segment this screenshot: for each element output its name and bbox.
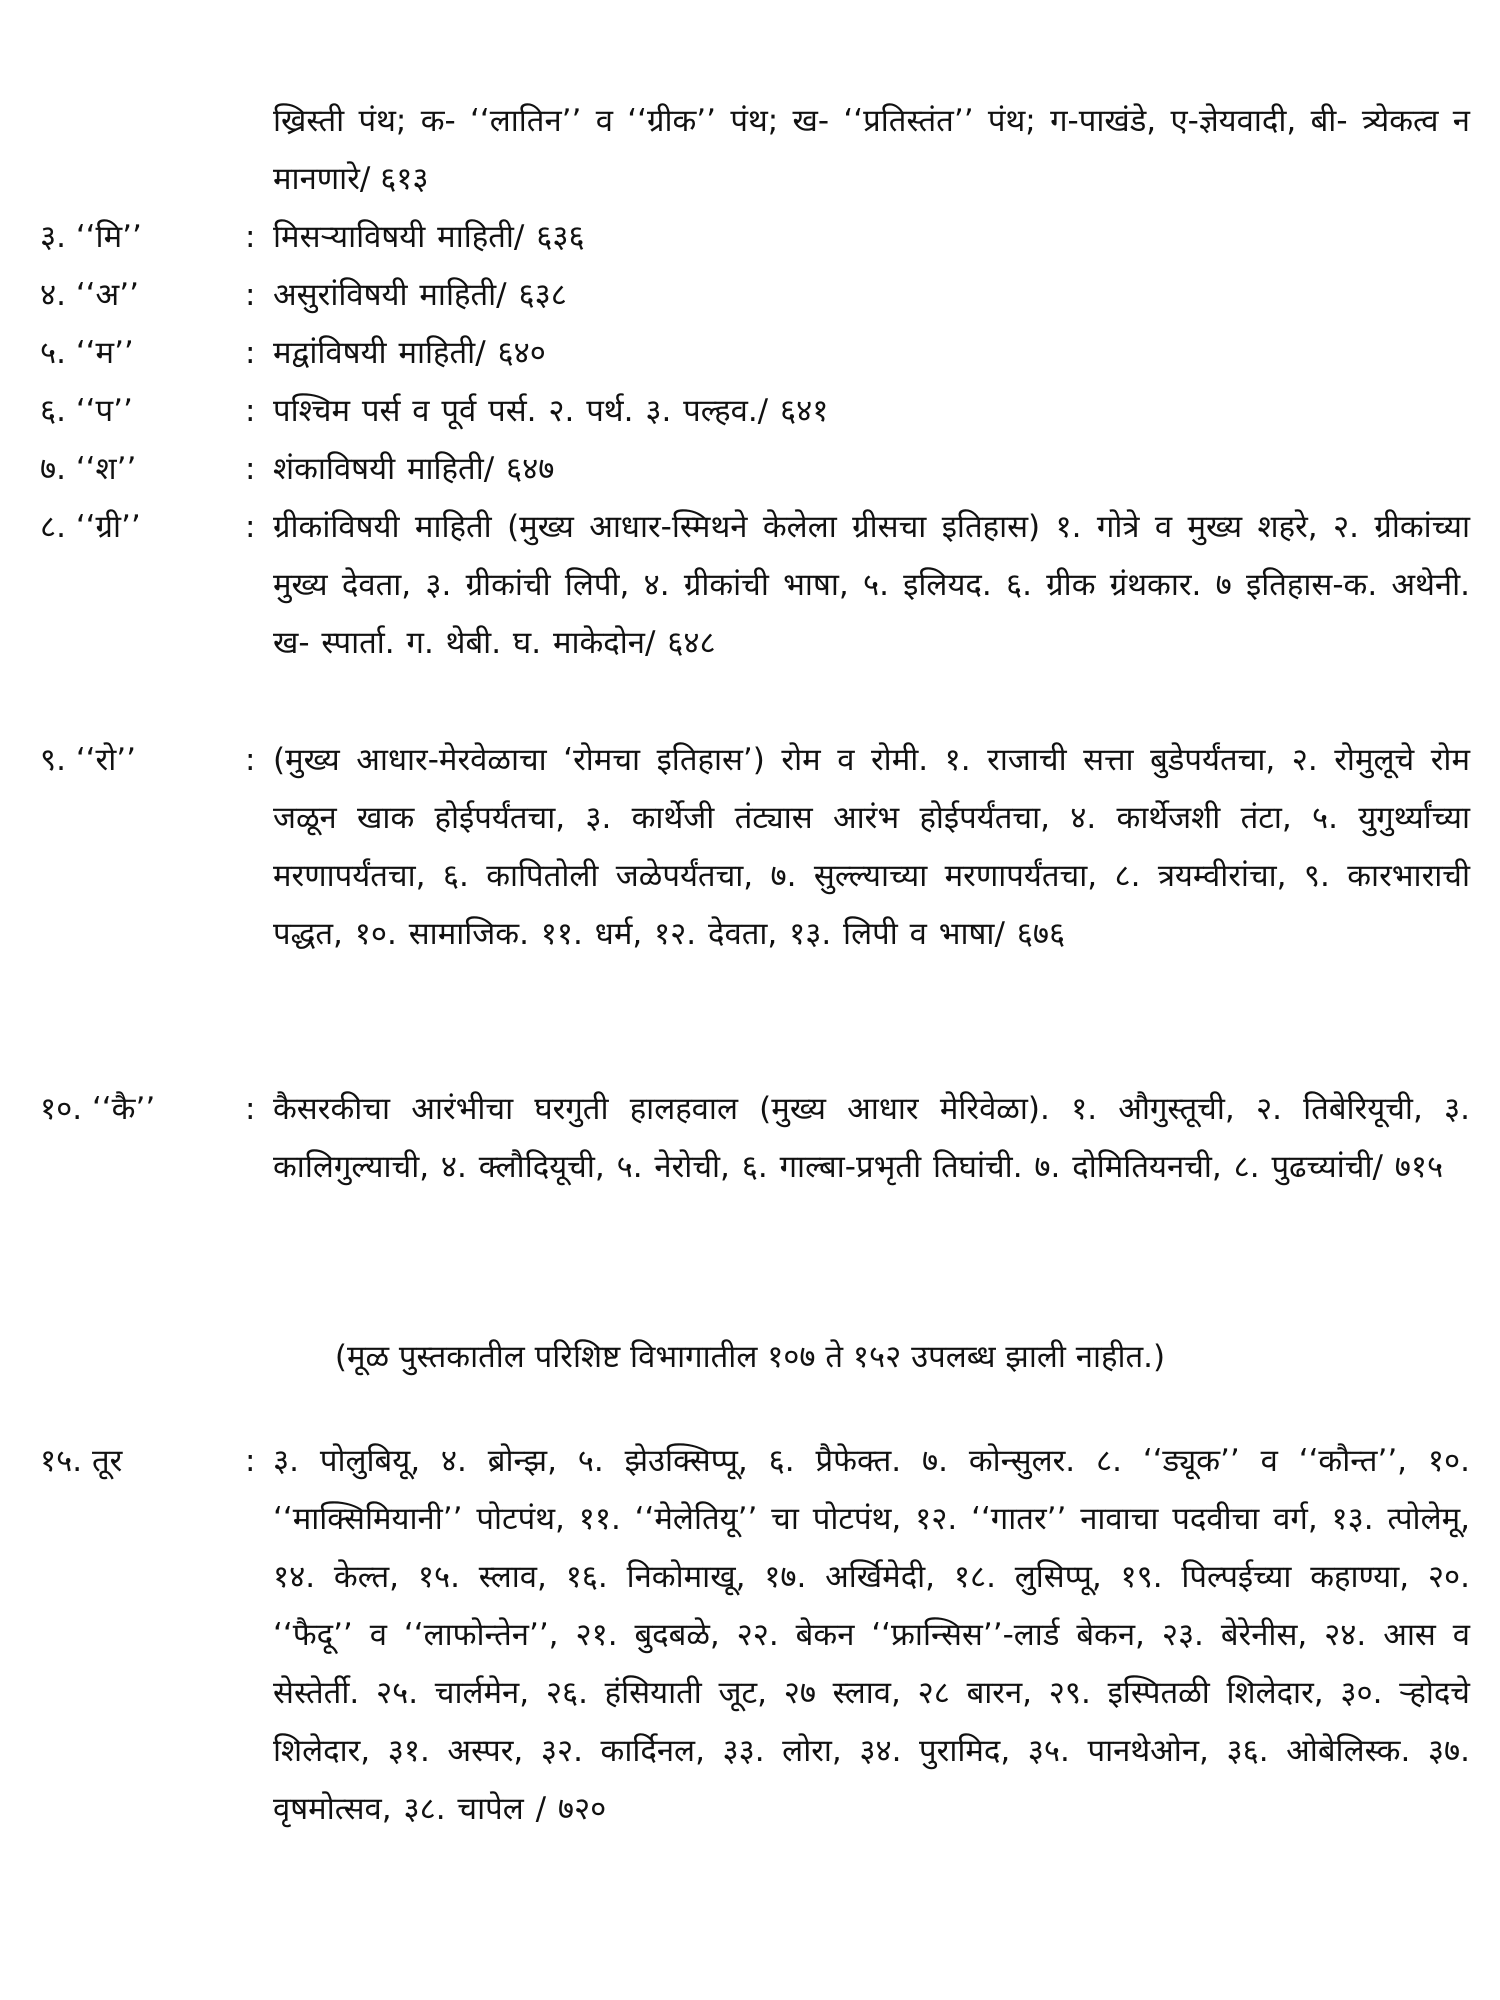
entry-colon: : (245, 742, 256, 778)
entry-9 (40, 731, 1470, 963)
entry-label: ३. ‘‘मि’’ (40, 219, 142, 255)
entry-label: ७. ‘‘श’’ (40, 451, 137, 487)
entry-8 (40, 498, 1470, 672)
entry-text: असुरांविषयी माहिती/ ६३८ (273, 277, 567, 313)
missing-appendix-note: (मूळ पुस्तकातील परिशिष्ट विभागातील १०७ ते १५२ उपलब्ध झाली नाहीत.) (334, 1339, 1166, 1375)
entry-10 (40, 1080, 1470, 1196)
entry-3 (40, 208, 1470, 266)
entry-colon: : (245, 1443, 256, 1479)
entry-colon: : (245, 335, 256, 371)
entry-text: शंकाविषयी माहिती/ ६४७ (273, 451, 555, 487)
entry-colon: : (245, 277, 256, 313)
entry-colon: : (245, 219, 256, 255)
entry-label: ६. ‘‘प’’ (40, 393, 133, 429)
entry-text: मद्वांविषयी माहिती/ ६४० (273, 335, 546, 371)
entry-text: कैसरकीचा आरंभीचा घरगुती हालहवाल (मुख्य आधार मेरिवेळा). १. औगुस्तूची, २. तिबेरियूची, ३. कालिगुल्याची, ४. क्लौदियूची, ५. नेरोची, ६. गाल्बा-प्रभृती तिघांची. ७. दोमितियनची, ८. पुढच्यांची/ ७१५ (273, 1091, 1470, 1185)
entry-5 (40, 324, 1470, 382)
intro-continuation: ख्रिस्ती पंथ; क- ‘‘लातिन’’ व ‘‘ग्रीक’’ पंथ; ख- ‘‘प्रतिस्तंत’’ पंथ; ग-पाखंडे, ए-ज्ञेयवादी, बी- त्र्येकत्व न मानणारे/ ६१३ (273, 103, 1470, 197)
entry-label: ८. ‘‘ग्री’’ (40, 509, 141, 545)
entry-text: (मुख्य आधार-मेरवेळाचा ‘रोमचा इतिहास’) रोम व रोमी. १. राजाची सत्ता बुडेपर्यंतचा, २. रोमुलूचे रोम जळून खाक होईपर्यंतचा, ३. कार्थेजी तंट्यास आरंभ होईपर्यंतचा, ४. कार्थेजशी तंटा, ५. युगुर्थ्यांच्या मरणापर्यंतचा, ६. कापितोली जळेपर्यंतचा, ७. सुल्ल्याच्या मरणापर्यंतचा, ८. त्रयम्वीरांचा, ९. कारभाराची पद्धत, १०. सामाजिक. ११. धर्म, १२. देवता, १३. लिपी व भाषा/ ६७६ (273, 742, 1470, 952)
entry-label: ९. ‘‘रो’’ (40, 742, 136, 778)
entry-7 (40, 440, 1470, 498)
entry-text: ग्रीकांविषयी माहिती (मुख्य आधार-स्मिथने केलेला ग्रीसचा इतिहास) १. गोत्रे व मुख्य शहरे, २. ग्रीकांच्या मुख्य देवता, ३. ग्रीकांची लिपी, ४. ग्रीकांची भाषा, ५. इलियद. ६. ग्रीक ग्रंथकार. ७ इतिहास-क. अथेनी. ख- स्पार्ता. ग. थेबी. घ. माकेदोन/ ६४८ (273, 509, 1470, 661)
entry-colon: : (245, 393, 256, 429)
entry-colon: : (245, 451, 256, 487)
entry-text: मिसऱ्याविषयी माहिती/ ६३६ (273, 219, 585, 255)
entry-6 (40, 382, 1470, 440)
entry-label: ५. ‘‘म’’ (40, 335, 134, 371)
entry-label: १५. तूर (40, 1443, 123, 1479)
entry-colon: : (245, 509, 256, 545)
entry-15 (40, 1432, 1470, 1838)
entry-label: ४. ‘‘अ’’ (40, 277, 139, 313)
entry-label: १०. ‘‘कै’’ (40, 1091, 156, 1127)
entry-text: ३. पोलुबियू, ४. ब्रोन्झ, ५. झेउक्सिप्पू, ६. प्रैफेक्त. ७. कोन्सुलर. ८. ‘‘ड्यूक’’ व ‘‘कौन्त’’, १०. ‘‘माक्सिमियानी’’ पोटपंथ, ११. ‘‘मेलेतियू’’ चा पोटपंथ, १२. ‘‘गातर’’ नावाचा पदवीचा वर्ग, १३. त्पोलेमू, १४. केल्त, १५. स्लाव, १६. निकोमाखू, १७. अर्खिमेदी, १८. लुसिप्पू, १९. पिल्पईच्या कहाण्या, २०. ‘‘फैदू’’ व ‘‘लाफोन्तेन’’, २१. बुदबळे, २२. बेकन ‘‘फ्रान्सिस’’-लार्ड बेकन, २३. बेरेनीस, २४. आस व सेस्तेर्ती. २५. चार्लमेन, २६. हंसियाती जूट, २७ स्लाव, २८ बारन, २९. इस्पितळी शिलेदार, ३०. ऱ्होदचे शिलेदार, ३१. अस्पर, ३२. कार्दिनल, ३३. लोरा, ३४. पुरामिद, ३५. पानथेओन, ३६. ओबेलिस्क. ३७. वृषमोत्सव, ३८. चापेल / ७२० (273, 1443, 1470, 1827)
entry-text: पश्चिम पर्स व पूर्व पर्स. २. पर्थ. ३. पल्हव./ ६४१ (273, 393, 829, 429)
entry-colon: : (245, 1091, 256, 1127)
entry-4 (40, 266, 1470, 324)
